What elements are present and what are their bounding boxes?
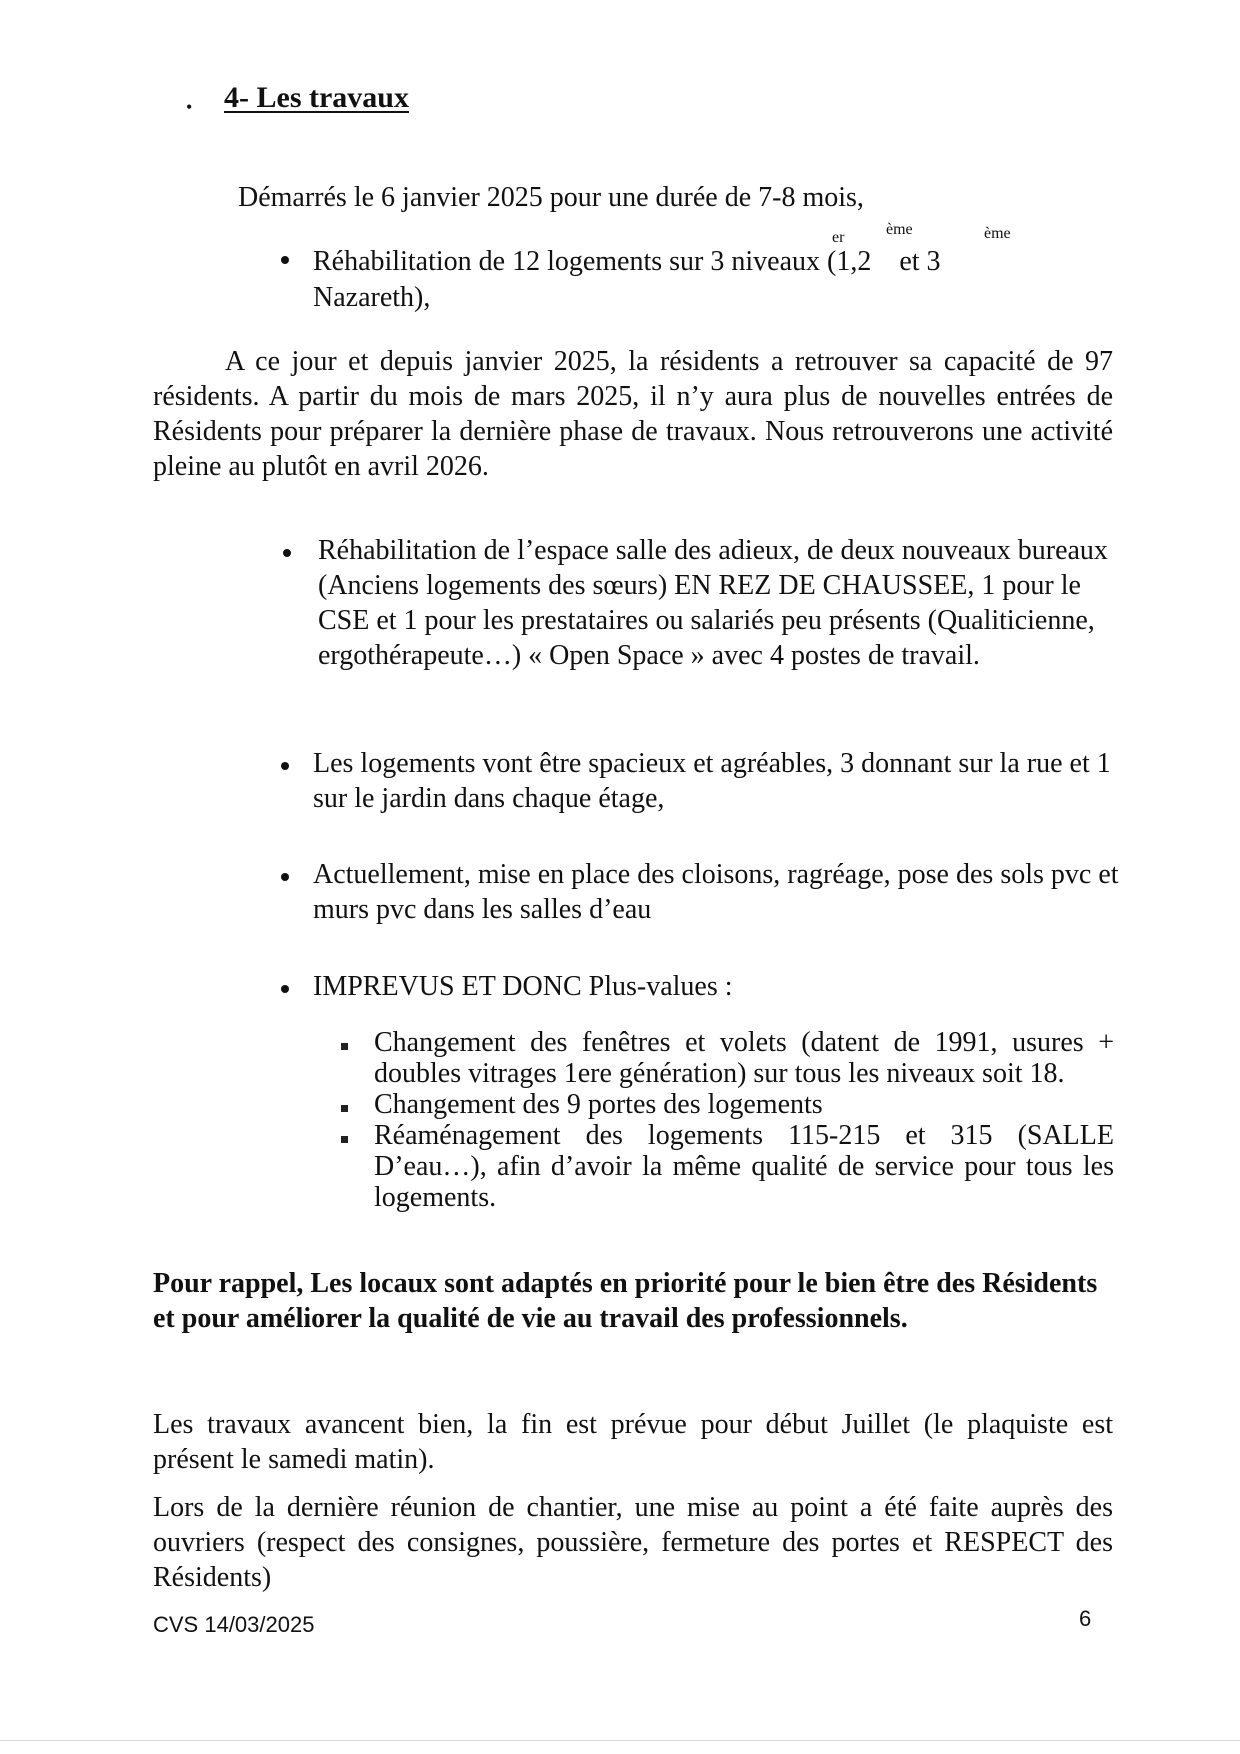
sub-bullet-square [341, 1136, 348, 1143]
meeting-paragraph: Lors de la dernière réunion de chantier, une mise au point a été faite auprès des ouvriers (respect des consignes, poussière, fermeture des portes et RESPECT des Résidents) [153, 1492, 1113, 1593]
sub-bullet-doors: Changement des 9 portes des logements [374, 1089, 823, 1120]
sub-bullet-square [341, 1105, 348, 1112]
rehab-line-2: Nazareth), [313, 282, 431, 313]
page-number: 6 [1079, 1606, 1092, 1631]
rehab-text-b: ,2 [850, 246, 872, 277]
bullet-item-unforeseen: IMPREVUS ET DONC Plus-values : [313, 971, 733, 1002]
superscript-eme-2: ème [984, 225, 1011, 242]
superscript-eme-1: ème [886, 221, 913, 238]
progress-paragraph: Les travaux avancent bien, la fin est prévue pour début Juillet (le plaquiste est présent le samedi matin). [153, 1409, 1113, 1475]
scan-edge-line [0, 1740, 1240, 1741]
rehab-text-c: et 3 [899, 246, 941, 277]
superscript-er: er [832, 229, 845, 246]
sub-bullet-windows: Changement des fenêtres et volets (datent de 1991, usures + doubles vitrages 1ere génération) sur tous les niveaux soit 18. [374, 1027, 1114, 1089]
bullet-item-offices: Réhabilitation de l’espace salle des adieux, de deux nouveaux bureaux (Anciens logements des sœurs) EN REZ DE CHAUSSEE, 1 pour le CSE et 1 pour les prestataires ou salariés peu présents (Qualiticienne, ergothérapeute…) « Open Space » avec 4 postes de travail. [318, 535, 1108, 671]
bullet-item-housing: Les logements vont être spacieux et agréables, 3 donnant sur la rue et 1 sur le jardin dans chaque étage, [313, 748, 1111, 814]
bullet-item-current-works: Actuellement, mise en place des cloisons, ragréage, pose des sols pvc et murs pvc dans les salles d’eau [313, 859, 1119, 925]
bullet-dot [283, 549, 291, 557]
sub-bullet-square [341, 1043, 348, 1050]
capacity-paragraph: A ce jour et depuis janvier 2025, la résidents a retrouver sa capacité de 97 résidents. A partir du mois de mars 2025, il n’y aura plus de nouvelles entrées de Résidents pour préparer la dernière phase de travaux. Nous retrouverons une activité pleine au plutôt en avril 2026. [153, 346, 1113, 482]
bullet-dot [281, 762, 289, 770]
rehab-line-1 [313, 244, 941, 279]
rehab-text-a: Réhabilitation de 12 logements sur 3 niveaux (1 [313, 246, 851, 277]
reminder-paragraph: Pour rappel, Les locaux sont adaptés en priorité pour le bien être des Résidents et pour améliorer la qualité de vie au travail des professionnels. [153, 1268, 1098, 1334]
sub-bullet-refurbishment: Réaménagement des logements 115-215 et 315 (SALLE D’eau…), afin d’avoir la même qualité de service pour tous les logements. [374, 1120, 1114, 1213]
footer-left: CVS 14/03/2025 [153, 1612, 315, 1637]
intro-line: Démarrés le 6 janvier 2025 pour une durée de 7-8 mois, [238, 182, 864, 213]
bullet-dot [281, 256, 289, 264]
section-title: 4- Les travaux [224, 81, 409, 114]
bullet-dot [281, 873, 289, 881]
heading-bullet: • [186, 97, 193, 117]
bullet-dot [281, 985, 289, 993]
